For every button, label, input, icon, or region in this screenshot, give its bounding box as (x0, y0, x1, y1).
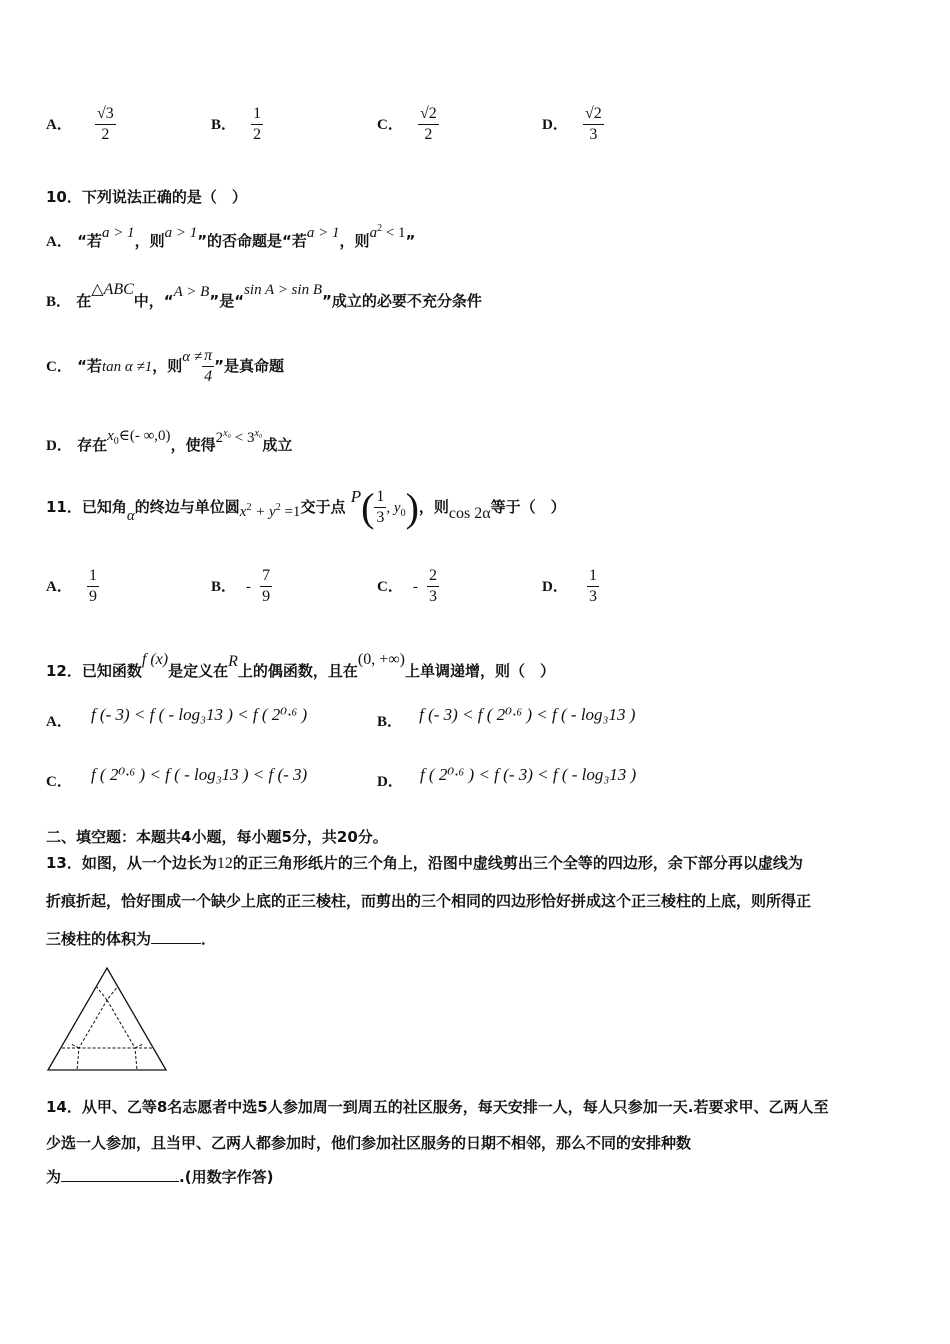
q12-option-b: B． f (- 3) < f ( 2⁰·⁶ ) < f ( - log₃13 ) (377, 705, 636, 730)
left-corner-cut (62, 1048, 79, 1070)
answer-blank[interactable] (61, 1181, 179, 1182)
fraction-denominator: 3 (428, 588, 437, 605)
fraction-denominator: 2 (424, 126, 433, 143)
fraction-denominator: 3 (588, 588, 597, 605)
q10-option-b: B． 在△ABC中，“A > B”是“sin A > sin B”成立的必要不充分条件 (46, 281, 482, 310)
q13-line3: 三棱柱的体积为 ． (46, 930, 217, 948)
fraction-denominator: 3 (589, 126, 598, 143)
fraction-numerator: 1 (587, 566, 599, 587)
q14-line2: 少选一人参加，且当甲、乙两人都参加时，他们参加社区服务的日期不相邻，那么不同的安排种数 (46, 1134, 692, 1152)
q11-option-d: D． $\frac{1}{3}$ (542, 567, 597, 605)
q9-option-b: B． $\frac{1}{2}$ (211, 105, 262, 143)
q12-stem: 12．已知函数f (x)是定义在R上的偶函数，且在(0, +∞)上单调递增，则（ ） (46, 651, 555, 680)
fraction-denominator: 3 (376, 509, 385, 526)
q11-option-a: A． $\frac{1}{9}$ (46, 567, 97, 605)
fraction-denominator: 2 (253, 126, 262, 143)
fraction-numerator: 7 (260, 566, 272, 587)
fraction-numerator: π (202, 346, 214, 367)
right-corner-cut (135, 1048, 152, 1070)
q12-option-c: C． f ( 2⁰·⁶ ) < f ( - log₃13 ) < f (- 3) (46, 765, 308, 790)
outer-triangle (48, 968, 166, 1070)
q14-line1: 14．从甲、乙等8名志愿者中选5人参加周一到周五的社区服务，每天安排一人，每人只参加一天.若要求甲、乙两人至 (46, 1098, 829, 1116)
fraction-numerator: 1 (251, 104, 263, 125)
q11-option-c: C． - $\frac{2}{3}$ (377, 567, 437, 605)
fold-line-left (71, 1044, 79, 1048)
q11-stem: 11．已知角α的终边与单位圆$x^2 + y^2 =1$交于点 P( $\frac{1}{3}$ , $y_0$)，则cos 2α等于（ ） (46, 485, 566, 530)
fraction-numerator: √3 (95, 104, 116, 125)
fold-line-right (135, 1044, 143, 1048)
triangle-diagram (44, 964, 170, 1074)
top-corner-cut (96, 986, 118, 1000)
fraction-denominator: 9 (262, 588, 271, 605)
section-heading: 二、填空题：本题共4小题，每小题5分，共20分。 (46, 828, 388, 846)
inner-triangle-dashed (79, 1000, 135, 1048)
fraction-numerator: 1 (374, 487, 386, 508)
q9-option-c: C． $\frac{√2}{2}$ (377, 105, 437, 143)
fraction-numerator: √2 (583, 104, 604, 125)
q13-line2: 折痕折起，恰好围成一个缺少上底的正三棱柱，而剪出的三个相同的四边形恰好拼成这个正三棱柱的上底，则所得正 (46, 892, 812, 910)
q10-option-c: C． “若tan α ≠1，则α ≠ $\frac{\pi}{4}$ ”是真命题 (46, 347, 284, 385)
q9-option-d: D． $\frac{√2}{3}$ (542, 105, 602, 143)
fraction-numerator: 1 (87, 566, 99, 587)
fraction-denominator: 4 (204, 368, 213, 385)
q11-option-b: B． - $\frac{7}{9}$ (211, 567, 271, 605)
q10-stem: 10．下列说法正确的是（ ） (46, 188, 247, 206)
q12-option-a: A． f (- 3) < f ( - log₃13 ) < f ( 2⁰·⁶ ) (46, 705, 308, 730)
q10-option-d: D． 存在$x_0\in(-$ ∞,0)，使得$2^{x_0} < 3^{x_0}$成立 (46, 428, 293, 454)
q10-option-a: A． “若a > 1，则a > 1”的否命题是“若a > 1，则$a^2 < 1$” (46, 223, 416, 250)
fraction-denominator: 9 (88, 588, 97, 605)
answer-blank[interactable] (151, 943, 201, 944)
q9-option-a: A． $\frac{√3}{2}$ (46, 105, 114, 143)
fraction-denominator: 2 (101, 126, 110, 143)
fraction-numerator: √2 (418, 104, 439, 125)
q14-line3: 为 .(用数字作答) (46, 1168, 274, 1186)
q13-line1: 13．如图，从一个边长为12的正三角形纸片的三个角上，沿图中虚线剪出三个全等的四边形，余下部分再以虚线为 (46, 854, 803, 872)
fraction-numerator: 2 (427, 566, 439, 587)
q12-option-d: D． f ( 2⁰·⁶ ) < f (- 3) < f ( - log₃13 ) (377, 765, 637, 790)
